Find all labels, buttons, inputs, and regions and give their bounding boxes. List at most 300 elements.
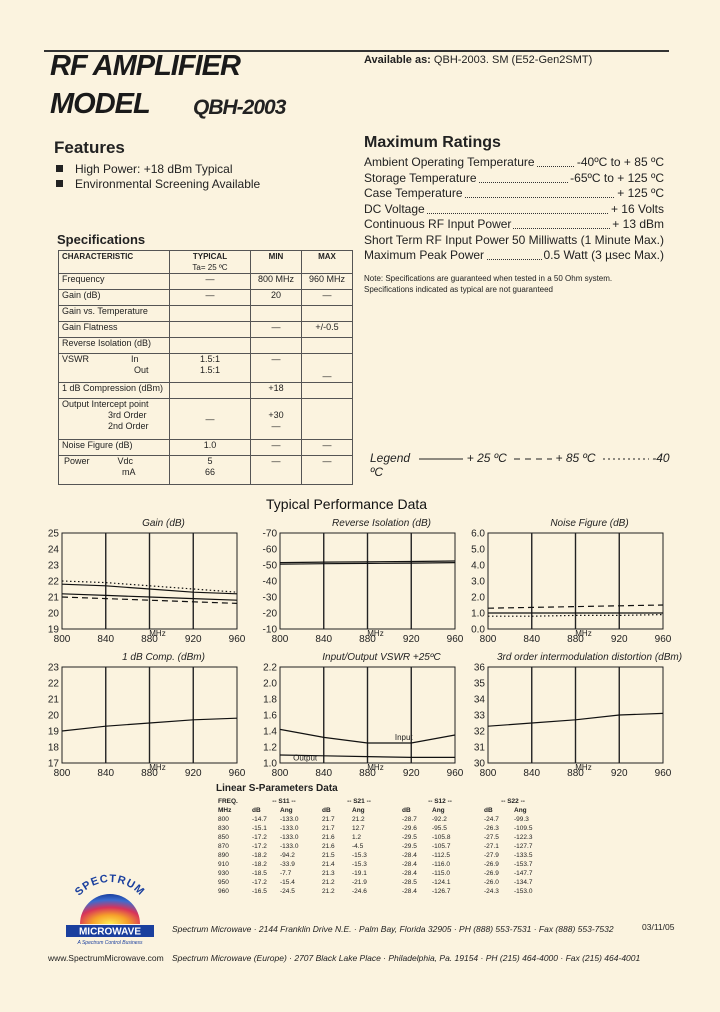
x-tick-label: 840 (97, 634, 115, 645)
cell-typical (170, 338, 251, 354)
table-row (216, 834, 544, 841)
cell-min (251, 399, 302, 440)
vswr-min: — (271, 354, 281, 364)
rating-row (364, 233, 664, 248)
table-cell: -105.8 (432, 834, 451, 841)
bullet-icon (56, 165, 63, 172)
cell-min (251, 338, 302, 354)
y-tick-label: 0.0 (471, 624, 485, 636)
x-tick-label: 960 (654, 634, 672, 645)
row-label: Noise Figure (dB) (59, 440, 170, 456)
cell-max (302, 456, 353, 485)
table-row (216, 843, 544, 850)
table-cell: 21.7 (322, 825, 335, 832)
max-ratings-heading: Maximum Ratings (364, 134, 501, 151)
sparams-title: Linear S-Parameters Data (216, 783, 338, 794)
y-tick-label: 30 (473, 758, 485, 770)
x-axis-label: MHz (367, 629, 384, 638)
note-line: Note: Specifications are guaranteed when tested in a 50 Ohm system. (364, 274, 613, 283)
rating-row (364, 248, 664, 263)
y-tick-label: 23 (47, 560, 59, 572)
legend-s3: -40 ºC (370, 451, 670, 479)
table-row (216, 852, 544, 859)
table-cell: -16.5 (252, 888, 267, 895)
footer-date: 03/11/05 (642, 922, 675, 932)
y-tick-label: 1.8 (263, 694, 277, 706)
title-line1: RF AMPLIFIER (50, 50, 240, 82)
feature-text: High Power: +18 dBm Typical (75, 162, 233, 176)
table-row (59, 338, 353, 354)
table-cell: 21.4 (322, 861, 335, 868)
x-tick-label: 880 (567, 634, 584, 645)
legend-s1: + 25 ºC (466, 451, 507, 465)
table-cell: 12.7 (352, 825, 365, 832)
table-cell: 21.6 (322, 834, 335, 841)
specifications-heading: Specifications (57, 232, 146, 247)
legend-dashed-line (514, 455, 552, 463)
table-cell: -124.1 (432, 879, 451, 886)
chart-svg (262, 515, 465, 647)
header-freq: FREQ. (218, 798, 238, 805)
company-logo (62, 870, 158, 950)
table-cell: 930 (218, 870, 229, 877)
table-cell: -94.2 (280, 852, 295, 859)
cell-max: — (302, 440, 353, 456)
table-cell: -153.7 (514, 861, 533, 868)
rating-label: Continuous RF Input Power (364, 217, 512, 231)
y-tick-label: -10 (262, 624, 277, 636)
header-db: dB (402, 807, 411, 814)
power-typ-vdc: 5 (207, 456, 213, 466)
row-label: Reverse Isolation (dB) (59, 338, 170, 354)
table-cell: -95.5 (432, 825, 447, 832)
typical-label: TYPICAL (192, 252, 228, 261)
table-row (216, 888, 544, 895)
table-row (216, 816, 544, 823)
x-tick-label: 960 (228, 634, 246, 645)
available-label: Available as: (364, 54, 431, 66)
table-cell: -147.7 (514, 870, 533, 877)
table-row (59, 322, 353, 338)
table-cell: -134.7 (514, 879, 533, 886)
vswr-max: — (322, 371, 332, 381)
vswr-label: VSWR (62, 354, 89, 364)
cell-max (302, 338, 353, 354)
cell-max: 960 MHz (302, 274, 353, 290)
y-tick-label: 24 (47, 544, 59, 556)
y-tick-label: 32 (473, 726, 485, 738)
rating-value: -40ºC to + 85 ºC (576, 155, 664, 169)
table-cell: -28.5 (402, 879, 417, 886)
logo-graphic (62, 870, 158, 950)
table-cell: 960 (218, 888, 229, 895)
x-tick-label: 800 (271, 768, 289, 779)
x-tick-label: 960 (228, 768, 246, 779)
table-cell: -29.6 (402, 825, 417, 832)
x-tick-label: 840 (315, 634, 333, 645)
table-cell: -126.7 (432, 888, 451, 895)
table-row (59, 456, 353, 485)
cell-max (302, 306, 353, 322)
table-cell: -115.0 (432, 870, 450, 877)
y-tick-label: -60 (262, 544, 277, 556)
available-as (364, 54, 592, 66)
chart-vswr (263, 649, 465, 786)
table-cell: -27.1 (484, 843, 499, 850)
cell-typical (170, 383, 251, 399)
performance-title: Typical Performance Data (266, 496, 428, 512)
chart-title: Gain (dB) (142, 518, 185, 529)
footer-line-1: Spectrum Microwave · 2144 Franklin Drive N.E. · Palm Bay, Florida 32905 · PH (888) 553-7531 · Fax (888) 553-7532 (172, 924, 614, 934)
x-tick-label: 880 (359, 768, 376, 779)
rating-value: + 125 ºC (617, 186, 664, 200)
row-label (59, 354, 170, 383)
x-axis-label: MHz (575, 629, 592, 638)
y-tick-label: 34 (473, 694, 485, 706)
x-tick-label: 840 (523, 634, 541, 645)
x-tick-label: 800 (271, 634, 289, 645)
x-tick-label: 800 (53, 634, 71, 645)
cell-typical: — (170, 290, 251, 306)
y-tick-label: 2.0 (263, 678, 277, 690)
header-group: -- S12 -- (428, 798, 452, 805)
rating-row (364, 202, 664, 217)
row-label: Frequency (59, 274, 170, 290)
y-tick-label: 1.0 (471, 608, 485, 620)
table-cell: 890 (218, 852, 229, 859)
y-tick-label: 17 (47, 758, 59, 770)
x-tick-label: 920 (402, 768, 420, 779)
header-max: MAX (302, 251, 353, 274)
x-tick-label: 880 (141, 768, 158, 779)
sparams-subheader-row (216, 807, 544, 814)
table-cell: -15.1 (252, 825, 267, 832)
table-cell: -99.3 (514, 816, 529, 823)
y-tick-label: 2.2 (263, 662, 277, 674)
available-value: QBH-2003. SM (E52-Gen2SMT) (433, 54, 593, 66)
y-tick-label: 33 (473, 710, 485, 722)
cell-min (251, 354, 302, 383)
rating-value: + 16 Volts (610, 201, 664, 216)
cell-typical (170, 354, 251, 383)
x-tick-label: 920 (402, 634, 420, 645)
third-order-label: 3rd Order (108, 410, 147, 420)
table-row (216, 861, 544, 868)
typical-sub: Ta= 25 ºC (192, 263, 228, 272)
sparams-header-row (216, 798, 544, 805)
row-label: Gain Flatness (59, 322, 170, 338)
chart-noise-figure (471, 515, 673, 652)
table-cell: -14.7 (252, 816, 267, 823)
x-tick-label: 880 (567, 768, 584, 779)
chart-svg (47, 515, 247, 647)
x-axis-label: MHz (149, 629, 166, 638)
table-cell: -116.0 (432, 861, 450, 868)
table-row (59, 399, 353, 440)
cell-typical: — (170, 274, 251, 290)
table-cell: -18.2 (252, 861, 267, 868)
x-tick-label: 920 (610, 768, 628, 779)
chart-reverse-isolation (262, 515, 465, 652)
table-cell: -24.7 (484, 816, 499, 823)
cell-min: — (251, 322, 302, 338)
intercept-label: Output Intercept point (62, 399, 149, 409)
table-cell: -29.5 (402, 834, 417, 841)
power-min: — (271, 456, 281, 466)
cell-min: +18 (251, 383, 302, 399)
y-tick-label: 1.6 (263, 710, 277, 722)
power-typ-ma: 66 (204, 467, 215, 477)
table-cell: 21.2 (352, 816, 365, 823)
title-line2: MODEL (50, 88, 150, 120)
chart-svg (263, 649, 465, 781)
table-cell: -15.3 (352, 861, 367, 868)
y-tick-label: 35 (473, 678, 485, 690)
table-cell: 21.2 (322, 879, 335, 886)
table-cell: -17.2 (252, 843, 267, 850)
y-tick-label: 20 (47, 710, 59, 722)
y-tick-label: 6.0 (471, 528, 485, 540)
logo-arc-text: SPECTRUM (72, 872, 148, 899)
table-cell: 950 (218, 879, 229, 886)
cell-min (251, 456, 302, 485)
table-cell: -17.2 (252, 834, 267, 841)
chart-svg (473, 649, 683, 781)
header-group: -- S11 -- (272, 798, 296, 805)
table-cell: 870 (218, 843, 229, 850)
table-cell: 850 (218, 834, 229, 841)
table-cell: -28.4 (402, 870, 417, 877)
table-cell: -15.4 (280, 879, 295, 886)
table-cell: -17.2 (252, 879, 267, 886)
header-ang: Ang (514, 807, 527, 814)
header-db: dB (252, 807, 261, 814)
chart-legend (370, 451, 680, 479)
cell-typical (170, 456, 251, 485)
table-cell: -133.0 (280, 816, 299, 823)
table-cell: -28.4 (402, 861, 417, 868)
rating-value: + 13 dBm (612, 217, 664, 231)
header-db: dB (322, 807, 331, 814)
cell-max: +/-0.5 (302, 322, 353, 338)
table-cell: -127.7 (514, 843, 533, 850)
cell-typical: 1.0 (170, 440, 251, 456)
y-tick-label: 20 (47, 608, 59, 620)
table-row (59, 251, 353, 274)
cell-max (302, 354, 353, 383)
vswr-in-label: In (131, 354, 139, 364)
rating-label: Storage Temperature (364, 170, 477, 185)
chart-title: Reverse Isolation (dB) (332, 518, 431, 529)
x-axis-label: MHz (367, 763, 384, 772)
rating-label: Maximum Peak Power (364, 248, 485, 262)
model-number: QBH-2003 (193, 96, 286, 119)
table-cell: -26.9 (484, 861, 499, 868)
cell-min: 20 (251, 290, 302, 306)
header-mhz: MHz (218, 807, 232, 814)
feature-item-1 (56, 162, 233, 176)
table-cell: 830 (218, 825, 229, 832)
x-axis-label: MHz (575, 763, 592, 772)
features-heading: Features (54, 138, 125, 157)
power-max: — (322, 456, 332, 466)
table-cell: -26.0 (484, 879, 499, 886)
specifications-table (58, 250, 353, 485)
table-cell: -27.9 (484, 852, 499, 859)
rating-label: Ambient Operating Temperature (364, 155, 535, 169)
table-cell: -33.9 (280, 861, 295, 868)
logo-word: MICROWAVE (78, 926, 142, 938)
y-tick-label: -30 (262, 592, 277, 604)
rating-label: Short Term RF Input Power (364, 232, 510, 247)
y-tick-label: 21 (47, 592, 59, 604)
table-cell: -133.0 (280, 843, 299, 850)
annotation-output: Output (293, 753, 318, 763)
cell-max (302, 383, 353, 399)
table-cell: -15.3 (352, 852, 367, 859)
table-cell: -18.2 (252, 852, 267, 859)
x-tick-label: 840 (315, 768, 333, 779)
power-vdc-label: Vdc (117, 456, 134, 466)
table-cell: -133.0 (280, 834, 299, 841)
header-ang: Ang (432, 807, 445, 814)
table-cell: -92.2 (432, 816, 447, 823)
legend-s2: + 85 ºC (555, 451, 596, 465)
annotation-input: Input (394, 732, 413, 742)
y-tick-label: 22 (47, 576, 59, 588)
table-cell: -28.4 (402, 852, 417, 859)
cell-max (302, 399, 353, 440)
cell-typical (170, 322, 251, 338)
rating-row (364, 155, 664, 170)
y-tick-label: 3.0 (471, 576, 485, 588)
table-cell: 21.3 (322, 870, 335, 877)
x-tick-label: 880 (359, 634, 376, 645)
cell-min: 800 MHz (251, 274, 302, 290)
table-cell: -7.7 (280, 870, 292, 877)
x-axis-label: MHz (149, 763, 166, 772)
x-tick-label: 960 (654, 768, 672, 779)
rating-label: DC Voltage (364, 201, 425, 216)
y-tick-label: 36 (473, 662, 485, 674)
y-tick-label: -70 (262, 528, 277, 540)
table-row (59, 274, 353, 290)
y-tick-label: 2.0 (471, 592, 485, 604)
x-tick-label: 920 (610, 634, 628, 645)
second-order-label: 2nd Order (108, 421, 149, 431)
legend-solid-line (419, 455, 463, 463)
y-tick-label: 19 (47, 624, 59, 636)
table-row (216, 870, 544, 877)
table-cell: -28.7 (402, 816, 417, 823)
power-label: Power (64, 456, 90, 466)
table-cell: -153.0 (514, 888, 533, 895)
chart-gain (47, 515, 247, 652)
sparams-table (214, 796, 546, 897)
header-group: -- S22 -- (501, 798, 525, 805)
x-tick-label: 800 (479, 634, 497, 645)
rating-label: Case Temperature (364, 186, 463, 200)
header-typical (170, 251, 251, 274)
y-tick-label: 19 (47, 726, 59, 738)
table-cell: -24.5 (280, 888, 295, 895)
table-cell: -28.4 (402, 888, 417, 895)
table-row (59, 440, 353, 456)
y-tick-label: 18 (47, 742, 59, 754)
y-tick-label: 1.4 (263, 726, 277, 738)
x-tick-label: 840 (97, 768, 115, 779)
note-line: Specifications indicated as typical are not guaranteed (364, 285, 554, 294)
x-tick-label: 800 (53, 768, 71, 779)
y-tick-label: 1.2 (263, 742, 277, 754)
rating-value: 50 Milliwatts (1 Minute Max.) (511, 232, 664, 247)
footer-website[interactable]: www.SpectrumMicrowave.com (48, 953, 164, 963)
y-tick-label: 5.0 (471, 544, 485, 556)
spec-note (364, 273, 664, 295)
cell-min: — (251, 440, 302, 456)
intercept-second-min: — (271, 421, 281, 431)
chart-title: 3rd order intermodulation distortion (dBm) (496, 652, 683, 663)
table-cell: 1.2 (352, 834, 362, 841)
x-tick-label: 920 (184, 634, 202, 645)
header-min: MIN (251, 251, 302, 274)
table-cell: -122.3 (514, 834, 533, 841)
power-ma-label: mA (122, 467, 136, 477)
y-tick-label: -50 (262, 560, 277, 572)
y-tick-label: -20 (262, 608, 277, 620)
table-cell: -26.9 (484, 870, 499, 877)
y-tick-label: 25 (47, 528, 59, 540)
cell-typical (170, 306, 251, 322)
feature-item-2 (56, 177, 260, 191)
row-label: 1 dB Compression (dBm) (59, 383, 170, 399)
header-characteristic: CHARACTERISTIC (59, 251, 170, 274)
chart-title: Noise Figure (dB) (550, 518, 629, 529)
y-tick-label: 4.0 (471, 560, 485, 572)
table-cell: -19.1 (352, 870, 367, 877)
y-tick-label: 22 (47, 678, 59, 690)
chart-compression (47, 649, 247, 786)
table-cell: -105.7 (432, 843, 451, 850)
y-tick-label: 21 (47, 694, 59, 706)
table-row (59, 306, 353, 322)
rating-row (364, 171, 664, 186)
y-tick-label: 23 (47, 662, 59, 674)
table-cell: 21.6 (322, 843, 335, 850)
table-cell: -109.5 (514, 825, 533, 832)
table-row (216, 879, 544, 886)
cell-min (251, 306, 302, 322)
table-cell: -133.5 (514, 852, 533, 859)
table-cell: -18.5 (252, 870, 267, 877)
chart-title: Input/Output VSWR +25ºC (322, 652, 441, 663)
x-tick-label: 880 (141, 634, 158, 645)
row-label: Gain (dB) (59, 290, 170, 306)
x-tick-label: 960 (446, 768, 464, 779)
legend-dotted-line (603, 455, 649, 463)
table-cell: 21.2 (322, 888, 335, 895)
cell-typical: — (170, 399, 251, 440)
table-cell: -29.5 (402, 843, 417, 850)
table-cell: 21.5 (322, 852, 335, 859)
row-label (59, 456, 170, 485)
table-cell: -112.5 (432, 852, 450, 859)
row-label: Gain vs. Temperature (59, 306, 170, 322)
table-cell: -21.9 (352, 879, 367, 886)
logo-tagline: A Spectrum Control Business (77, 940, 143, 946)
rating-row (364, 186, 664, 201)
table-cell: -26.3 (484, 825, 499, 832)
